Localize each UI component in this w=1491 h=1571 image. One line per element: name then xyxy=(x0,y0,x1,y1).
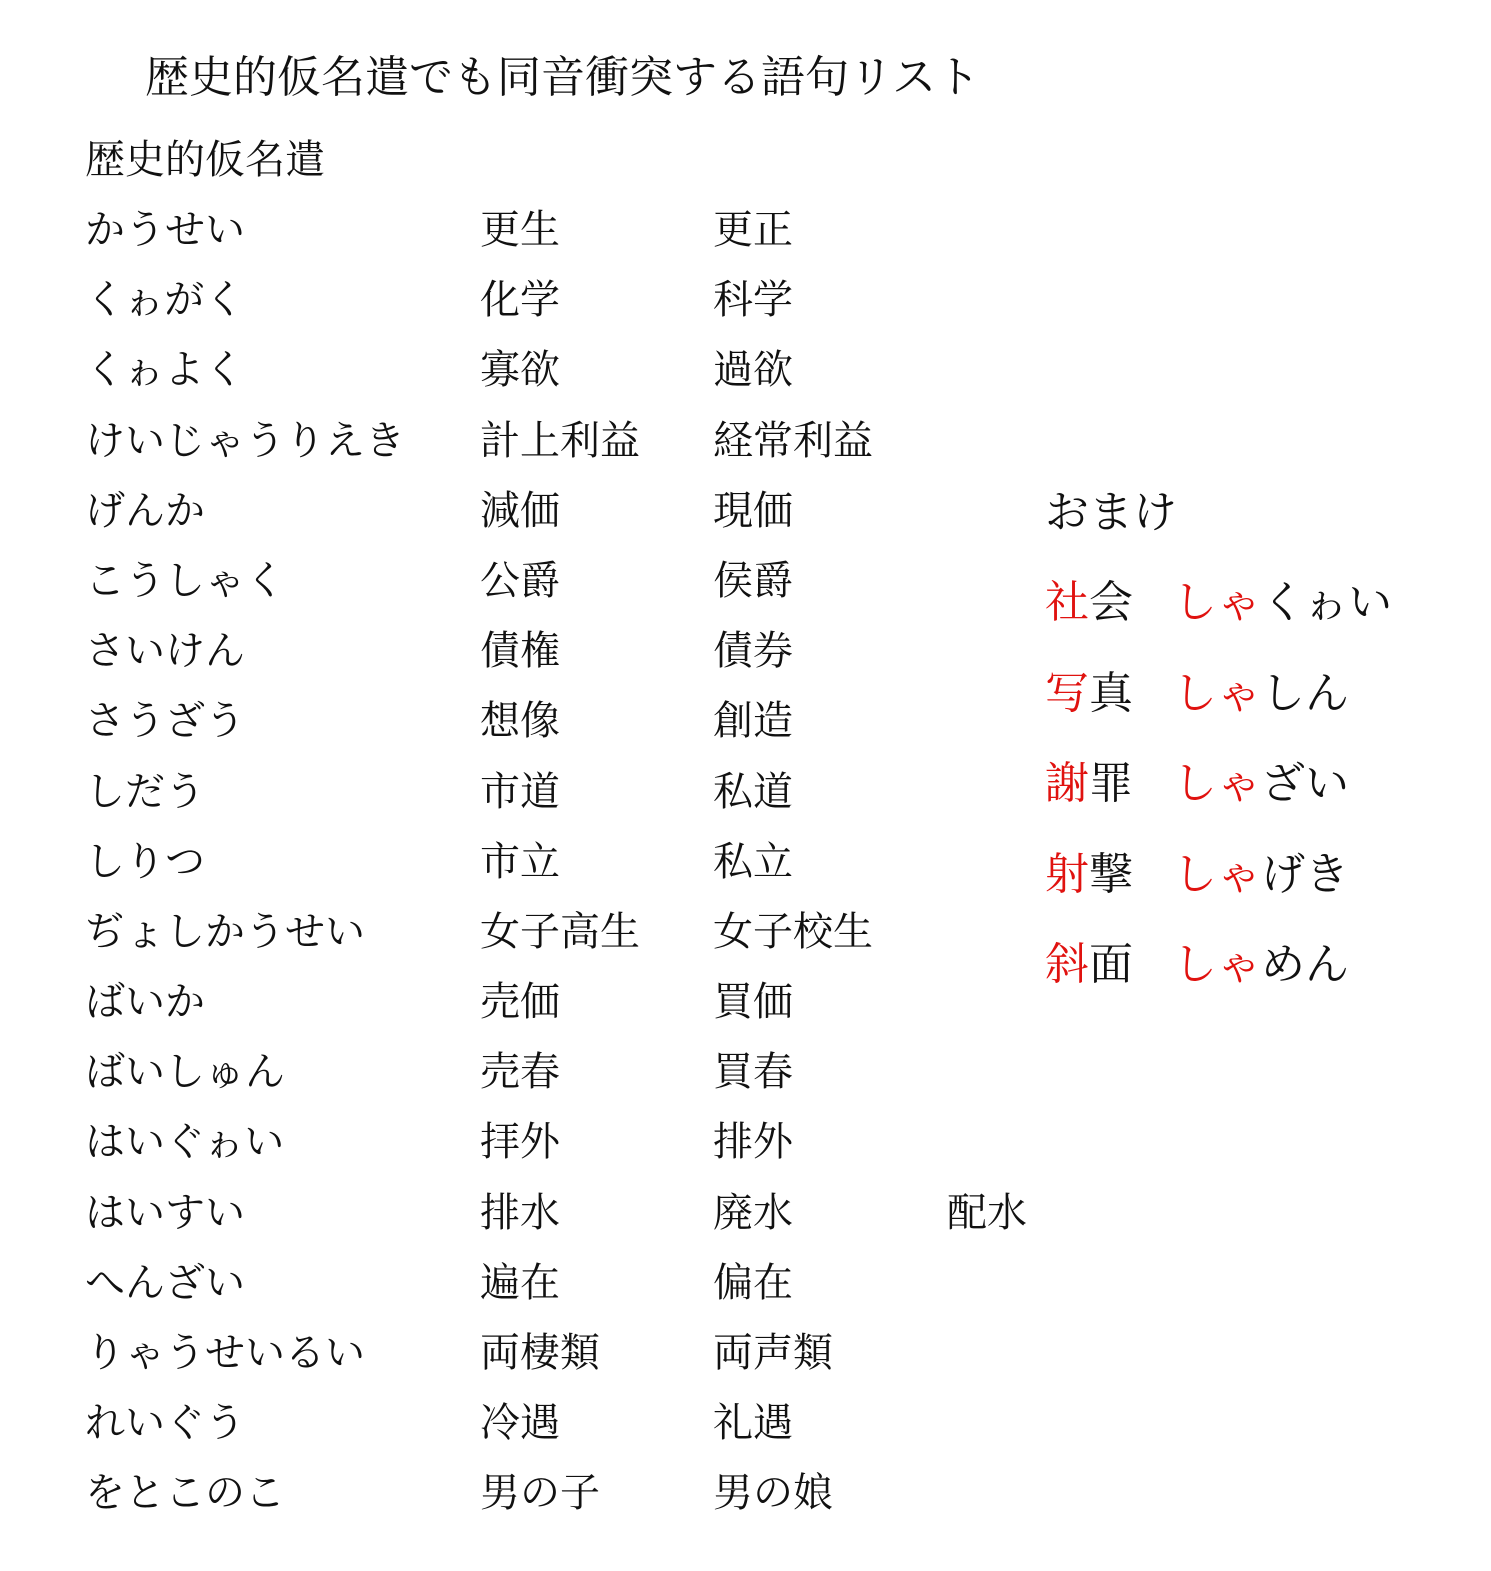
word-a: 公爵 xyxy=(480,557,560,604)
word-a: 減価 xyxy=(480,487,560,534)
word-a: 市立 xyxy=(480,838,560,885)
word-b: 女子校生 xyxy=(713,908,873,955)
word-b: 過欲 xyxy=(713,347,793,394)
word-b: 侯爵 xyxy=(713,557,793,604)
word-row xyxy=(85,270,1085,340)
bonus-title: おまけ xyxy=(1045,487,1177,538)
word-row xyxy=(85,972,1085,1042)
word-row xyxy=(85,1112,1085,1182)
plain-kanji: 罪 xyxy=(1089,758,1133,809)
word-a: 寡欲 xyxy=(480,347,560,394)
word-row xyxy=(85,551,1085,621)
plain-reading: げき xyxy=(1261,848,1349,900)
kana-reading: こうしゃく xyxy=(85,557,285,604)
bonus-item xyxy=(1045,664,1475,755)
word-row xyxy=(85,1393,1085,1463)
kana-reading: はいぐゎい xyxy=(85,1119,285,1166)
bonus-item xyxy=(1045,573,1475,664)
bonus-section xyxy=(1045,483,1475,1026)
word-a: 更生 xyxy=(480,207,560,253)
bonus-item xyxy=(1045,754,1475,845)
word-row xyxy=(85,902,1085,972)
word-list xyxy=(85,200,1085,1534)
word-b: 買春 xyxy=(713,1049,793,1096)
word-a: 両棲類 xyxy=(480,1330,600,1376)
kana-reading: かうせい xyxy=(85,207,245,253)
kana-reading: くゎよく xyxy=(85,347,245,394)
kana-reading: りゃうせいるい xyxy=(85,1330,365,1376)
word-row xyxy=(85,411,1085,481)
word-b: 礼遇 xyxy=(713,1400,793,1447)
kana-reading: しりつ xyxy=(85,838,205,885)
word-row xyxy=(85,1463,1085,1533)
word-b: 科学 xyxy=(713,277,793,324)
bonus-reading xyxy=(1173,573,1392,633)
bonus-reading xyxy=(1173,754,1349,814)
plain-kanji: 会 xyxy=(1089,577,1133,628)
word-a: 化学 xyxy=(480,277,560,324)
highlighted-kanji: 社 xyxy=(1045,577,1089,628)
kana-reading: へんざい xyxy=(85,1259,245,1306)
highlighted-kanji: 謝 xyxy=(1045,758,1089,809)
word-b: 私立 xyxy=(713,838,793,885)
word-a: 男の子 xyxy=(480,1470,600,1517)
kana-reading: さうざう xyxy=(85,698,245,745)
bonus-kanji xyxy=(1045,935,1133,995)
plain-kanji: 真 xyxy=(1089,667,1133,719)
bonus-kanji xyxy=(1045,664,1133,724)
kana-reading: はいすい xyxy=(85,1189,245,1236)
bonus-reading xyxy=(1173,664,1349,724)
word-row xyxy=(85,621,1085,691)
kana-reading: けいじゃうりえき xyxy=(85,417,405,464)
kana-reading: ばいしゅん xyxy=(85,1049,285,1096)
word-row xyxy=(85,1253,1085,1323)
word-b: 債券 xyxy=(713,628,793,675)
word-b: 創造 xyxy=(713,698,793,745)
word-row xyxy=(85,832,1085,902)
plain-reading: めん xyxy=(1261,939,1349,990)
word-row xyxy=(85,340,1085,410)
bonus-kanji xyxy=(1045,573,1133,633)
plain-reading: くゎい xyxy=(1261,577,1393,628)
word-row xyxy=(85,481,1085,551)
word-b: 廃水 xyxy=(713,1189,793,1236)
word-a: 女子高生 xyxy=(480,908,640,955)
word-a: 売春 xyxy=(480,1049,560,1096)
word-b: 排外 xyxy=(713,1119,793,1166)
kana-reading: をとこのこ xyxy=(85,1470,285,1517)
bonus-item xyxy=(1045,845,1475,936)
column-header: 歴史的仮名遣 xyxy=(85,137,325,183)
word-a: 遍在 xyxy=(480,1259,560,1306)
kana-reading: さいけん xyxy=(85,628,245,675)
highlighted-kanji: 射 xyxy=(1045,848,1089,900)
word-b: 経常利益 xyxy=(713,417,873,464)
word-b: 更正 xyxy=(713,207,793,253)
kana-reading: ぢょしかうせい xyxy=(85,908,365,955)
word-a: 売価 xyxy=(480,979,560,1026)
word-b: 現価 xyxy=(713,487,793,534)
kana-reading: くゎがく xyxy=(85,277,245,324)
highlighted-reading: しゃ xyxy=(1173,758,1261,809)
plain-kanji: 撃 xyxy=(1089,848,1133,900)
kana-reading: げんか xyxy=(85,487,205,534)
word-row xyxy=(85,200,1085,270)
plain-kanji: 面 xyxy=(1089,939,1133,990)
word-a: 債権 xyxy=(480,628,560,675)
plain-reading: しん xyxy=(1261,667,1349,719)
highlighted-reading: しゃ xyxy=(1173,939,1261,990)
kana-reading: しだう xyxy=(85,768,205,815)
highlighted-reading: しゃ xyxy=(1173,667,1261,719)
word-row xyxy=(85,1042,1085,1112)
page-title: 歴史的仮名遣でも同音衝突する語句リスト xyxy=(145,52,981,103)
word-a: 計上利益 xyxy=(480,417,640,464)
word-row xyxy=(85,1323,1085,1393)
word-b: 買価 xyxy=(713,979,793,1026)
word-b: 男の娘 xyxy=(713,1470,833,1517)
word-row xyxy=(85,691,1085,761)
word-a: 冷遇 xyxy=(480,1400,560,1447)
highlighted-reading: しゃ xyxy=(1173,848,1261,900)
kana-reading: ばいか xyxy=(85,979,205,1026)
word-row xyxy=(85,762,1085,832)
bonus-item xyxy=(1045,935,1475,1026)
plain-reading: ざい xyxy=(1261,758,1349,809)
bonus-reading xyxy=(1173,935,1349,995)
bonus-kanji xyxy=(1045,754,1133,814)
highlighted-kanji: 写 xyxy=(1045,667,1089,719)
word-b: 私道 xyxy=(713,768,793,815)
highlighted-kanji: 斜 xyxy=(1045,939,1089,990)
word-c: 配水 xyxy=(947,1189,1027,1236)
word-a: 想像 xyxy=(480,698,560,745)
word-a: 市道 xyxy=(480,768,560,815)
word-row xyxy=(85,1183,1085,1253)
kana-reading: れいぐう xyxy=(85,1400,245,1447)
word-a: 拝外 xyxy=(480,1119,560,1166)
word-a: 排水 xyxy=(480,1189,560,1236)
bonus-kanji xyxy=(1045,845,1133,905)
word-b: 両声類 xyxy=(713,1330,833,1376)
bonus-reading xyxy=(1173,845,1349,905)
word-b: 偏在 xyxy=(713,1259,793,1306)
highlighted-reading: しゃ xyxy=(1173,577,1261,628)
